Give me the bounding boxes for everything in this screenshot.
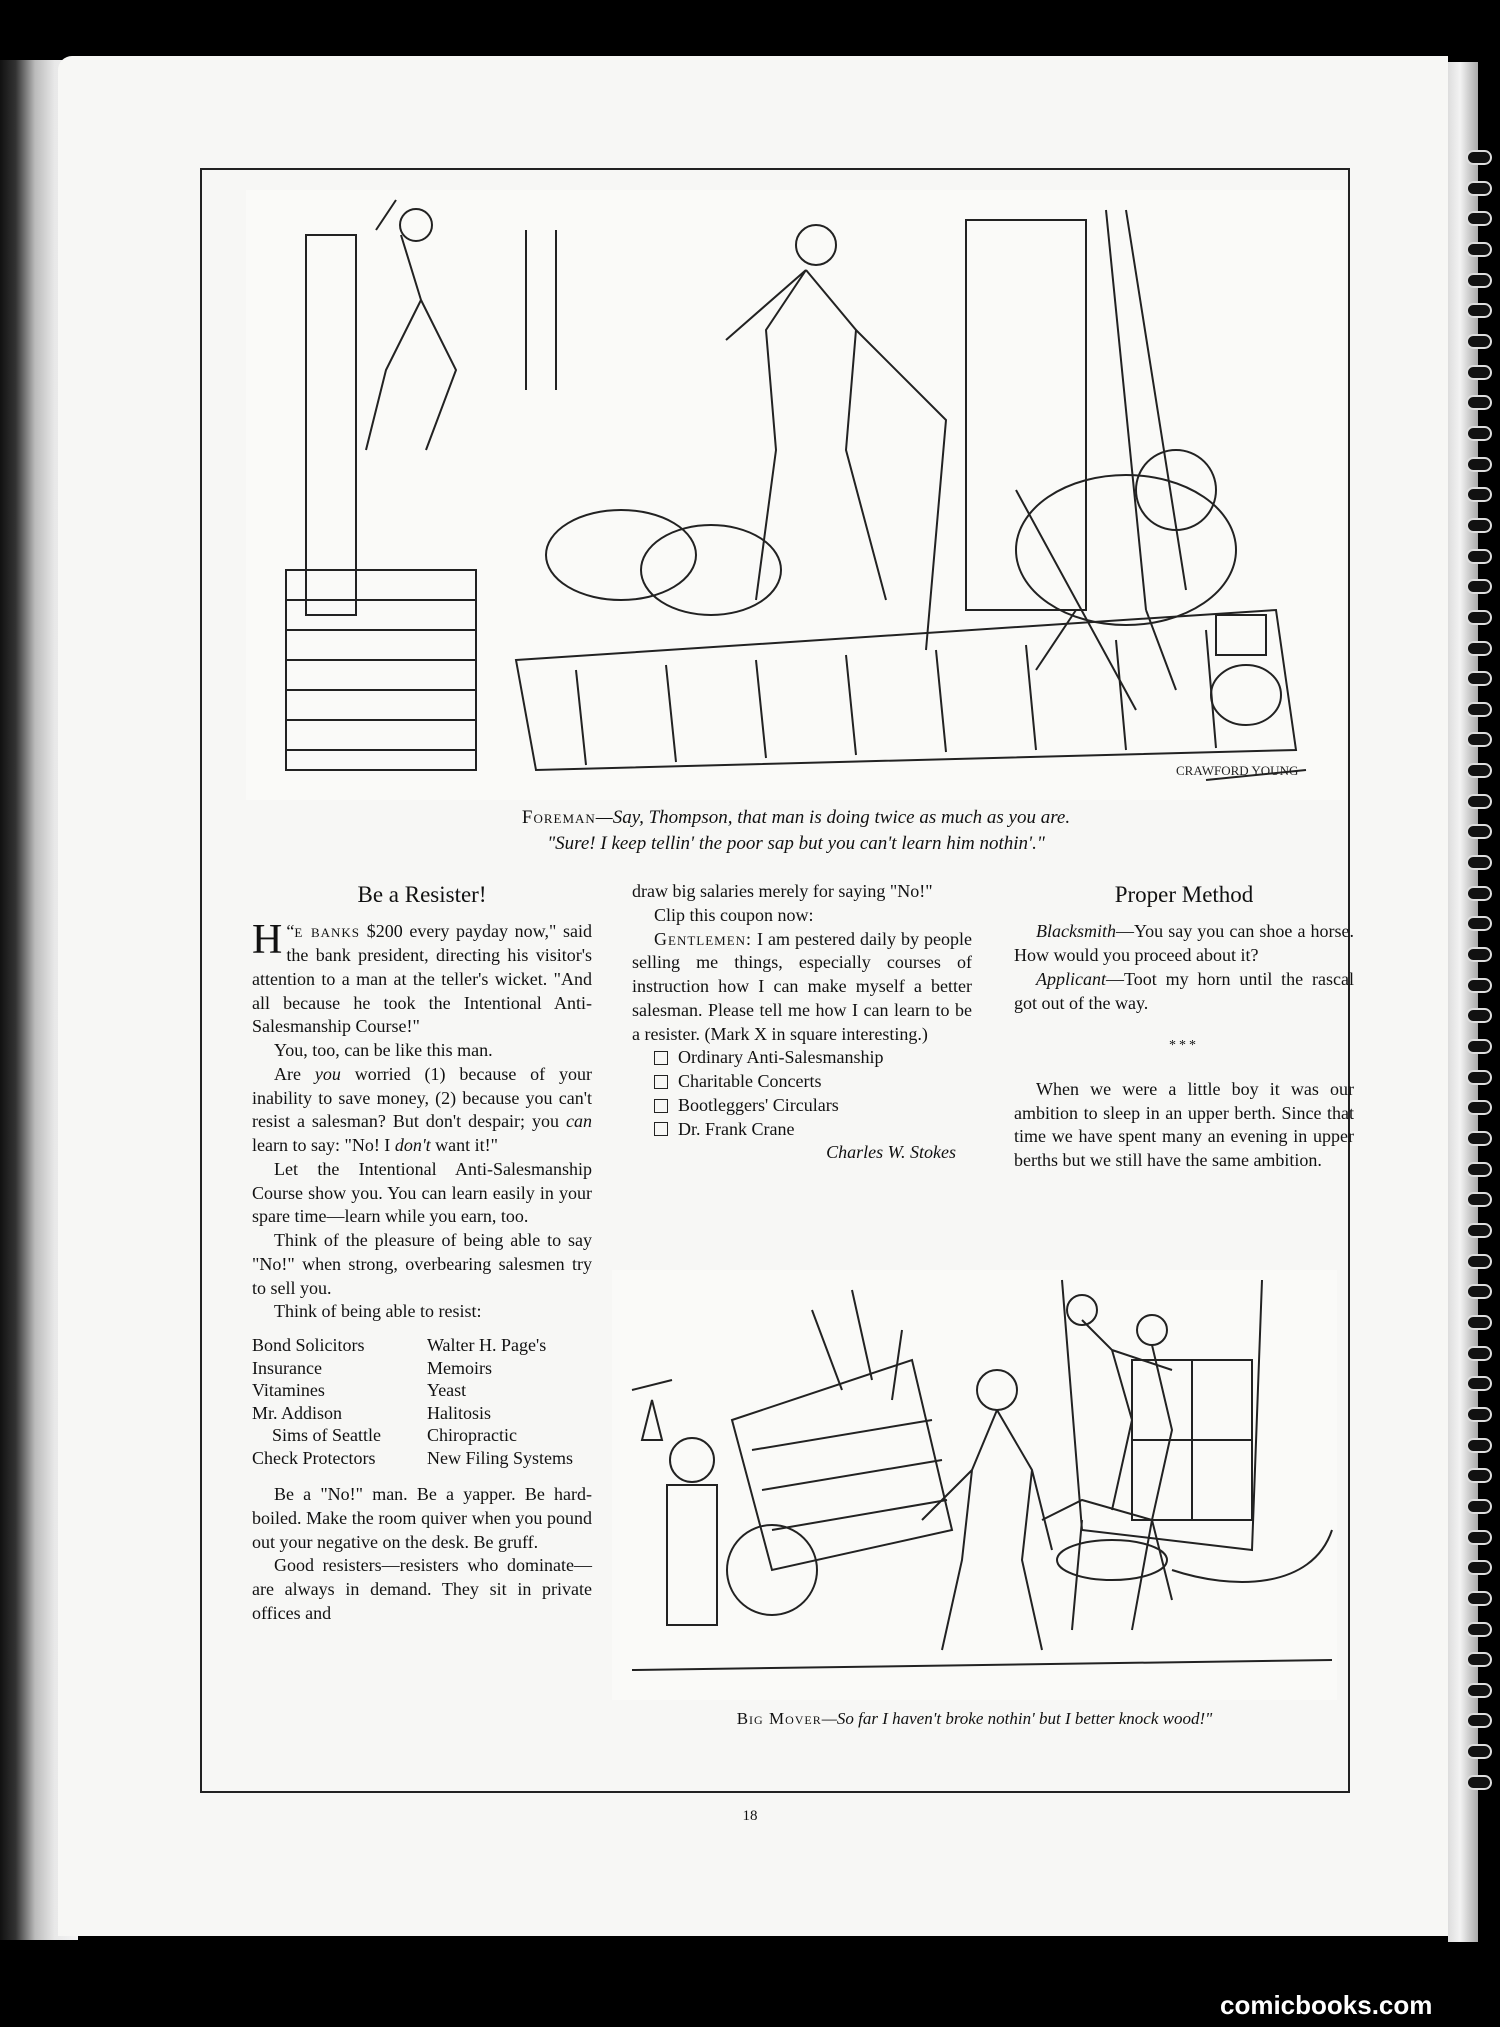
article-paragraph-10: Clip this coupon now: [654, 904, 814, 925]
article-title: Be a Resister! [357, 882, 487, 907]
coupon-option[interactable]: Dr. Frank Crane [632, 1118, 972, 1142]
top-cartoon-caption [246, 805, 1346, 856]
page-number: 18 [742, 1808, 758, 1824]
caption-line-1: —Say, Thompson, that man is doing twice as much as you are. [595, 807, 1071, 828]
side-paragraph: When we were a little boy it was our ambition to sleep in an upper berth. Since that time we have spent many an evening in upper berths but we still have the same ambition. [1014, 1078, 1354, 1171]
article-paragraph-9: draw big salaries merely for saying "No!" [632, 881, 933, 901]
coupon-option[interactable]: Charitable Concerts [632, 1070, 972, 1094]
spiral-binding [1466, 150, 1500, 1790]
side-line-1: Blacksmith—You say you can shoe a horse. How would you proceed about it? [1014, 921, 1354, 966]
coupon-option[interactable]: Ordinary Anti-Salesmanship [632, 1046, 972, 1070]
article-column-1 [252, 880, 592, 1626]
resist-list: Bond Solicitors Insurance Vitamines Mr. Addison Sims of Seattle Check Protectors Walter H. Page's Memoirs Yeast Halitosis Chiropractic New Filing Systems [252, 1335, 574, 1468]
caption-text: —So far I haven't broke nothin' but I better knock wood!" [821, 1709, 1213, 1728]
checkbox[interactable] [654, 1075, 668, 1089]
bottom-cartoon-caption [612, 1708, 1337, 1731]
checkbox[interactable] [654, 1051, 668, 1065]
article-author: Charles W. Stokes [826, 1142, 956, 1163]
section-divider: *** [1169, 1038, 1199, 1054]
caption-speaker: Big Mover [736, 1709, 822, 1728]
article-column-2 [632, 880, 972, 1165]
caption-speaker: Foreman [521, 807, 596, 828]
construction-illustration [246, 190, 1346, 800]
article-paragraph-4: Let the Intentional Anti-Salesmanship Course show you. You can learn easily in your spare time—learn while you earn, too. [252, 1158, 592, 1227]
construction-cartoon [246, 190, 1346, 800]
coupon-option[interactable]: Bootleggers' Circulars [632, 1094, 972, 1118]
artist-signature: CRAWFORD YOUNG [1176, 763, 1299, 778]
side-line-2: Applicant—Toot my horn until the rascal got out of the way. [1014, 968, 1354, 1013]
checkbox[interactable] [654, 1122, 668, 1136]
side-title: Proper Method [1114, 882, 1254, 907]
mover-illustration [612, 1270, 1337, 1700]
coupon-text: Gentlemen: I am pestered daily by people selling me things, especially courses of instruction how I can make myself a better salesman. Please tell me how I can learn to be a resister. (Mark X in square interesting.) [632, 928, 972, 1044]
article-paragraph-5: Think of the pleasure of being able to say "No!" when strong, overbearing salesmen try to sell you. [252, 1230, 592, 1298]
article-paragraph-2: You, too, can be like this man. [274, 1040, 493, 1061]
article-paragraph-7: Be a "No!" man. Be a yapper. Be hard-boiled. Make the room quiver when you pound out your negative on the desk. Be gruff. [252, 1484, 592, 1552]
caption-line-2: "Sure! I keep tellin' the poor sap but you can't learn him nothin'." [547, 832, 1045, 854]
drop-cap: H [252, 917, 283, 964]
watermark: comicbooks.com [1220, 1990, 1433, 2020]
side-column [1014, 880, 1354, 1173]
article-paragraph-3: Are you worried (1) because of your inability to save money, (2) because you can't resist a salesman? But don't despair; you can learn to say: "No! I don't want it!" [252, 1063, 593, 1156]
article-paragraph-1: “ H e banks $200 every payday now," said the bank president, directing his visitor's attention to a man at the teller's wicket. "And all because he took the Intentional Anti-Salesmanship Course!" [252, 917, 593, 1037]
article-paragraph-6: Think of being able to resist: [274, 1301, 482, 1322]
checkbox[interactable] [654, 1099, 668, 1113]
article-paragraph-8: Good resisters—resisters who dominate—are always in demand. They sit in private offices and [252, 1555, 592, 1623]
mover-cartoon [612, 1270, 1337, 1700]
